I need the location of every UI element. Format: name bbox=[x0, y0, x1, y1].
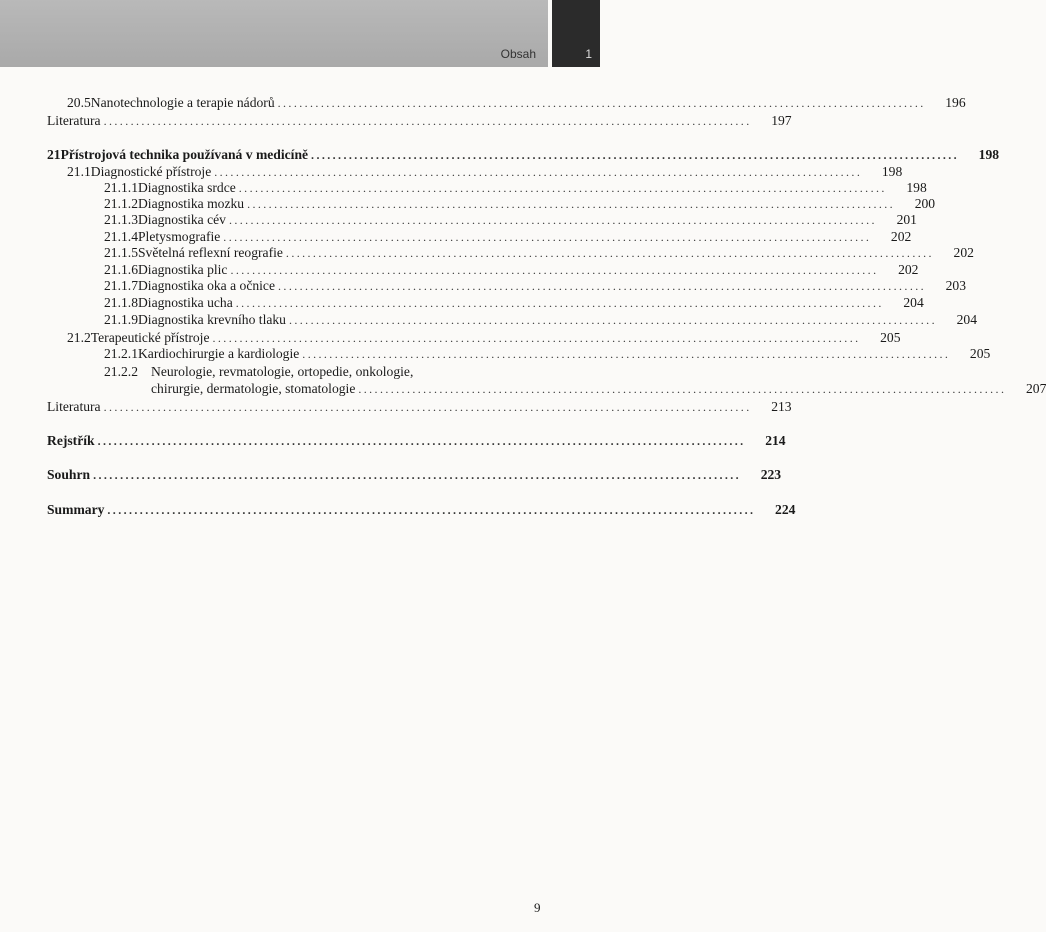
toc-entry-21-1-4: 21.1.4 Pletysmografie ........................................................................................................................ 202 bbox=[104, 229, 912, 244]
dot-leader: ........................................................................................................................ bbox=[107, 503, 756, 517]
dot-leader: ........................................................................................................................ bbox=[247, 197, 896, 211]
page-tab bbox=[552, 0, 600, 67]
toc-entry-21-1-6: 21.1.6 Diagnostika plic ........................................................................................................................ 202 bbox=[104, 262, 919, 277]
dot-leader: ........................................................................................................................ bbox=[358, 382, 1007, 396]
toc-entry-21-1-1: 21.1.1 Diagnostika srdce ........................................................................................................................ 198 bbox=[104, 180, 927, 195]
dot-leader: ........................................................................................................................ bbox=[103, 114, 752, 128]
toc-entry-21-2-2: chirurgie, dermatologie, stomatologie ........................................................................................................................ 207 bbox=[151, 381, 1046, 396]
dot-leader: ........................................................................................................................ bbox=[212, 331, 861, 345]
toc-entry-souhrn: Souhrn ........................................................................................................................ 223 bbox=[47, 467, 782, 482]
page-tab-number: 1 bbox=[585, 47, 592, 61]
dot-leader: ........................................................................................................................ bbox=[103, 400, 752, 414]
toc-entry-21-2: 21.2 Terapeutické přístroje ........................................................................................................................ 205 bbox=[67, 330, 901, 345]
dot-leader: ........................................................................................................................ bbox=[278, 279, 927, 293]
toc-entry-literatura-21: Literatura ........................................................................................................................ 213 bbox=[47, 399, 792, 414]
toc-entry-summary: Summary ........................................................................................................................ 224 bbox=[47, 502, 796, 517]
toc-entry-21-1-3: 21.1.3 Diagnostika cév ........................................................................................................................ 201 bbox=[104, 212, 917, 227]
toc-entry-literatura-20: Literatura ........................................................................................................................ 197 bbox=[47, 113, 792, 128]
toc-entry-21-1-9: 21.1.9 Diagnostika krevního tlaku ........................................................................................................................ 204 bbox=[104, 312, 977, 327]
toc-entry-21-1: 21.1 Diagnostické přístroje ........................................................................................................................ 198 bbox=[67, 164, 903, 179]
dot-leader: ........................................................................................................................ bbox=[277, 96, 926, 110]
dot-leader: ........................................................................................................................ bbox=[223, 230, 872, 244]
dot-leader: ........................................................................................................................ bbox=[285, 246, 934, 260]
toc-entry-20-5: 20.5 Nanotechnologie a terapie nádorů ........................................................................................................................ 196 bbox=[67, 95, 966, 110]
toc-entry-21-2-2-first-line: 21.2.2 Neurologie, revmatologie, ortopedie, onkologie, bbox=[104, 364, 414, 379]
dot-leader: ........................................................................................................................ bbox=[288, 313, 937, 327]
toc-entry-21-1-7: 21.1.7 Diagnostika oka a očnice ........................................................................................................................ 203 bbox=[104, 278, 967, 293]
dot-leader: ........................................................................................................................ bbox=[311, 148, 960, 162]
running-header bbox=[0, 0, 548, 67]
dot-leader: ........................................................................................................................ bbox=[93, 468, 742, 482]
dot-leader: ........................................................................................................................ bbox=[228, 213, 877, 227]
running-header-section: Obsah bbox=[500, 47, 536, 61]
toc-chapter-21: 21 Přístrojová technika používaná v medicíně ........................................................................................................................ 198 bbox=[47, 147, 1000, 162]
dot-leader: ........................................................................................................................ bbox=[302, 347, 951, 361]
dot-leader: ........................................................................................................................ bbox=[230, 263, 879, 277]
dot-leader: ........................................................................................................................ bbox=[238, 181, 887, 195]
dot-leader: ........................................................................................................................ bbox=[214, 165, 863, 179]
toc-entry-21-2-1: 21.2.1 Kardiochirurgie a kardiologie ........................................................................................................................ 205 bbox=[104, 346, 991, 361]
toc-entry-21-1-8: 21.1.8 Diagnostika ucha ........................................................................................................................ 204 bbox=[104, 295, 924, 310]
toc-entry-rejstrik: Rejstřík ........................................................................................................................ 214 bbox=[47, 433, 786, 448]
dot-leader: ........................................................................................................................ bbox=[97, 434, 746, 448]
dot-leader: ........................................................................................................................ bbox=[235, 296, 884, 310]
toc-entry-21-1-2: 21.1.2 Diagnostika mozku ........................................................................................................................ 200 bbox=[104, 196, 936, 211]
toc-entry-21-1-5: 21.1.5 Světelná reflexní reografie ........................................................................................................................ 202 bbox=[104, 245, 974, 260]
page-number: 9 bbox=[534, 900, 541, 915]
